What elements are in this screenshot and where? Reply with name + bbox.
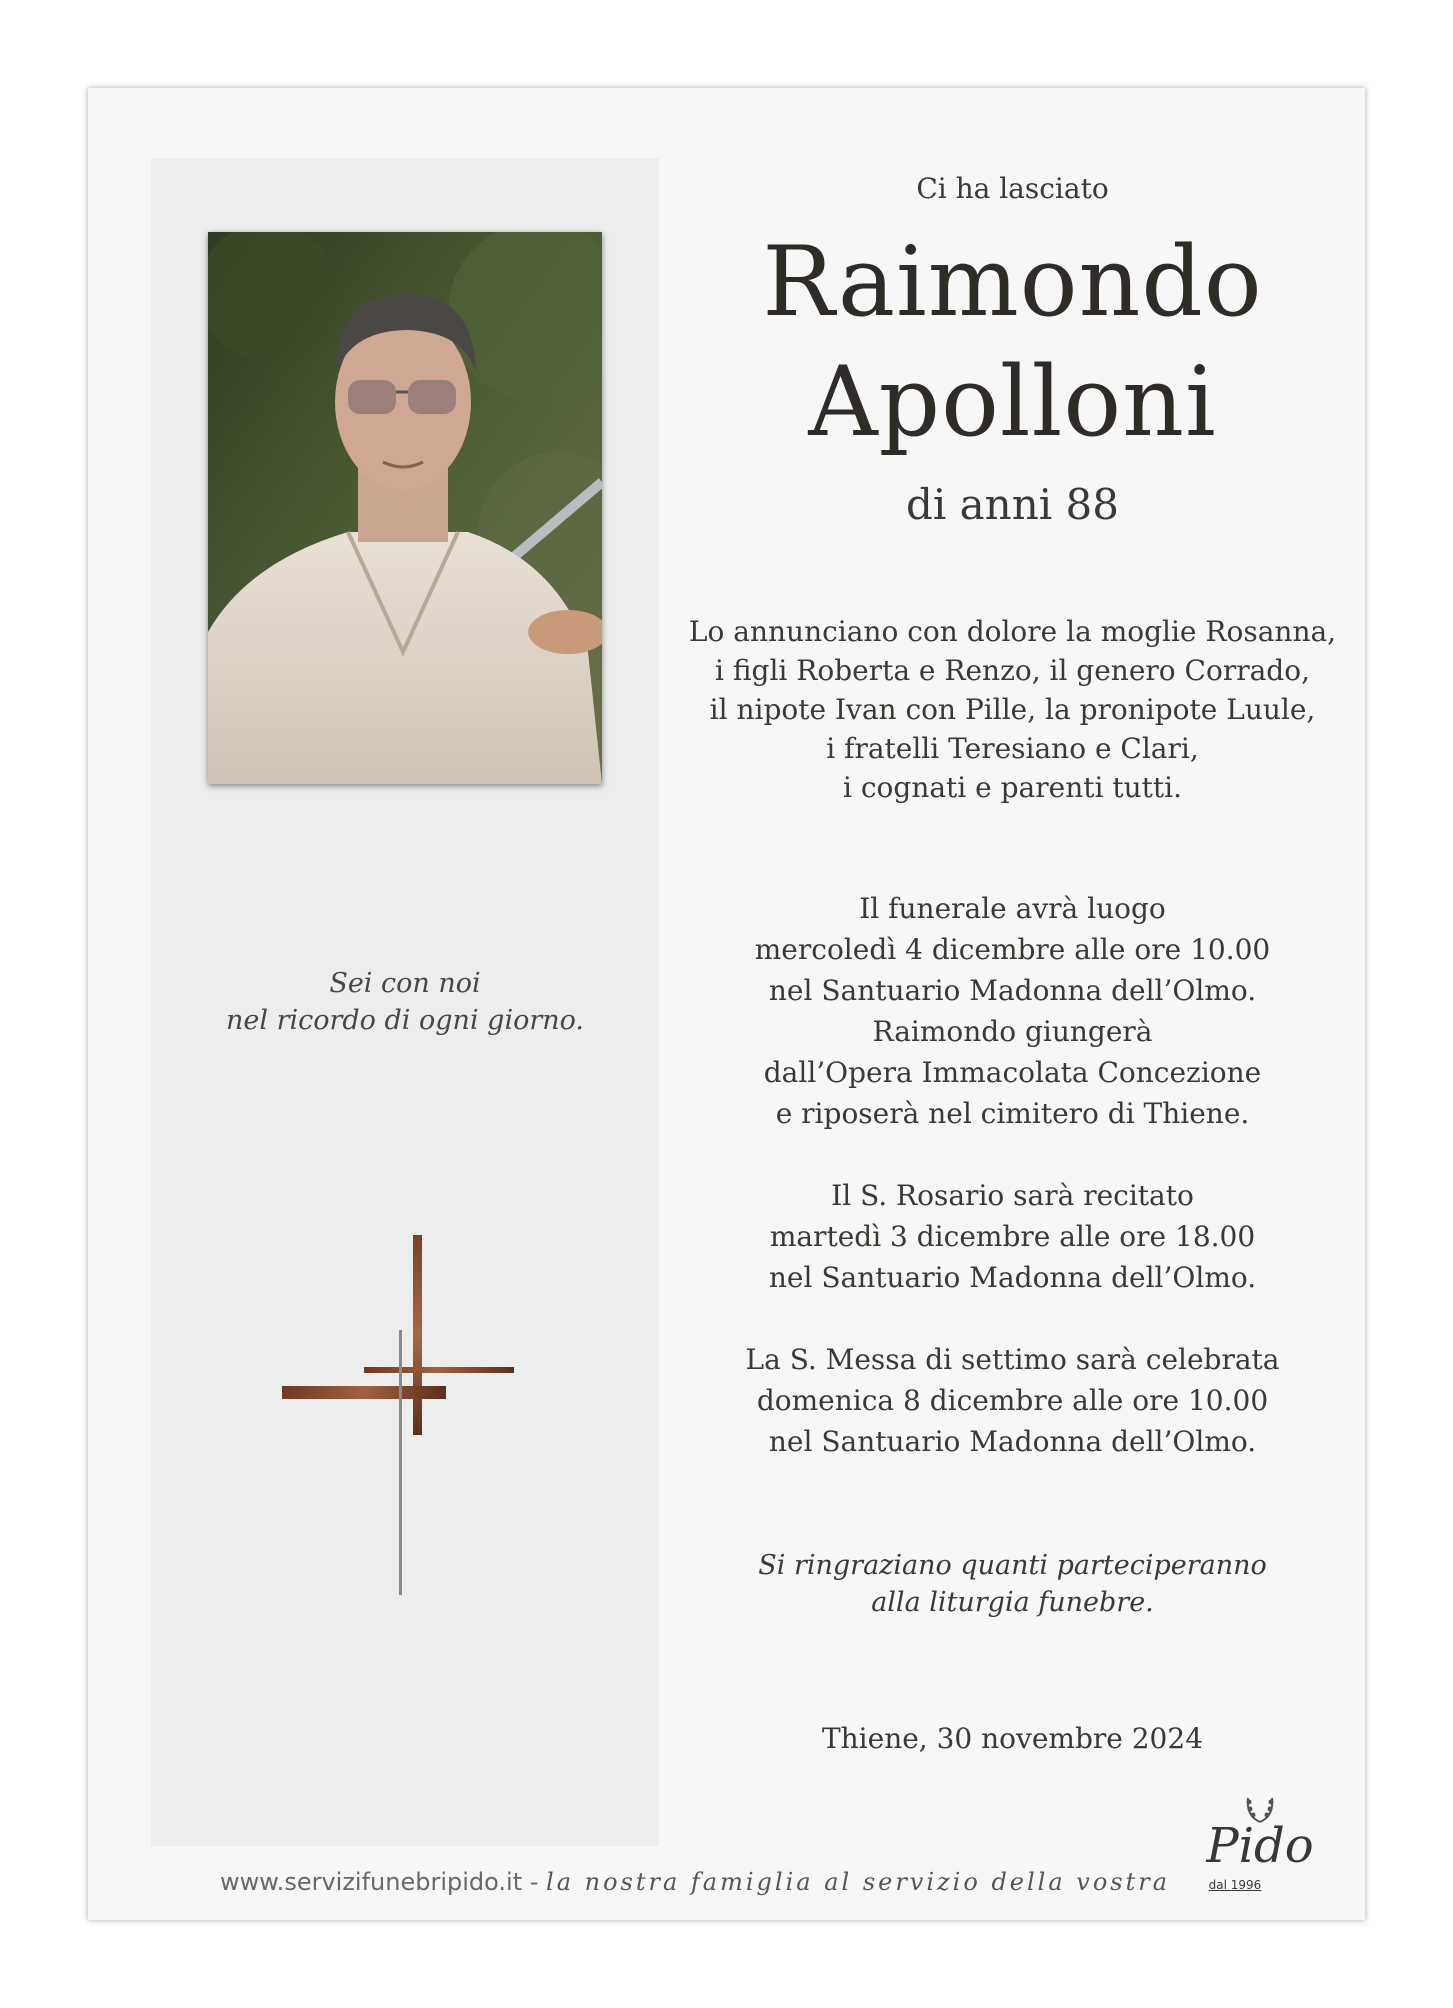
portrait-illustration (208, 232, 602, 784)
intro-text: Ci ha lasciato (916, 172, 1109, 205)
thanks-line: Si ringraziano quanti parteciperanno (758, 1550, 1267, 1581)
thanks-line: alla liturgia funebre. (871, 1587, 1154, 1618)
pido-logo (1195, 1790, 1325, 1900)
announcement-line: i cognati e parenti tutti. (843, 771, 1182, 804)
quote-line: Sei con noi (329, 968, 481, 999)
thanks-block (660, 1547, 1365, 1621)
rosary-line: martedì 3 dicembre alle ore 18.00 (769, 1220, 1256, 1253)
footer-tagline: la nostra famiglia al servizio della vostra (546, 1868, 1171, 1896)
logo-since: dal 1996 (1208, 1878, 1262, 1892)
announcement-line: i fratelli Teresiano e Clari, (826, 732, 1199, 765)
age-text: di anni 88 (905, 480, 1120, 529)
footer-separator: - (522, 1868, 547, 1896)
website-link[interactable]: www.servizifunebripido.it (220, 1868, 523, 1896)
footer (220, 1868, 1171, 1896)
rosary-block (660, 1175, 1365, 1298)
funeral-line: mercoledì 4 dicembre alle ore 10.00 (754, 933, 1271, 966)
funeral-line: nel Santuario Madonna dell’Olmo. (768, 974, 1257, 1007)
mass-line: nel Santuario Madonna dell’Olmo. (768, 1425, 1257, 1458)
quote-line: nel ricordo di ogni giorno. (225, 1005, 584, 1036)
last-name: Apolloni (808, 346, 1217, 458)
place-date: Thiene, 30 novembre 2024 (821, 1722, 1204, 1755)
announcement-block (660, 612, 1365, 807)
mass-line: La S. Messa di settimo sarà celebrata (745, 1343, 1280, 1376)
mass-line: domenica 8 dicembre alle ore 10.00 (756, 1384, 1269, 1417)
funeral-line: dall’Opera Immacolata Concezione (763, 1056, 1262, 1089)
memorial-quote (151, 965, 659, 1039)
funeral-line: Il funerale avrà luogo (859, 892, 1166, 925)
portrait-photo (208, 232, 602, 784)
funeral-block (660, 888, 1365, 1134)
logo-name: Pido (1206, 1818, 1314, 1874)
mass-block (660, 1339, 1365, 1462)
deceased-name (660, 222, 1365, 462)
announcement-line: i figli Roberta e Renzo, il genero Corrado, (715, 654, 1310, 687)
funeral-line: e riposerà nel cimitero di Thiene. (775, 1097, 1250, 1130)
announcement-line: Lo annunciano con dolore la moglie Rosanna, (688, 615, 1337, 648)
announcement-line: il nipote Ivan con Pille, la pronipote Luule, (709, 693, 1316, 726)
rosary-line: nel Santuario Madonna dell’Olmo. (768, 1261, 1257, 1294)
funeral-line: Raimondo giungerà (872, 1015, 1153, 1048)
cross-icon (270, 1235, 530, 1595)
first-name: Raimondo (762, 226, 1263, 338)
rosary-line: Il S. Rosario sarà recitato (831, 1179, 1194, 1212)
